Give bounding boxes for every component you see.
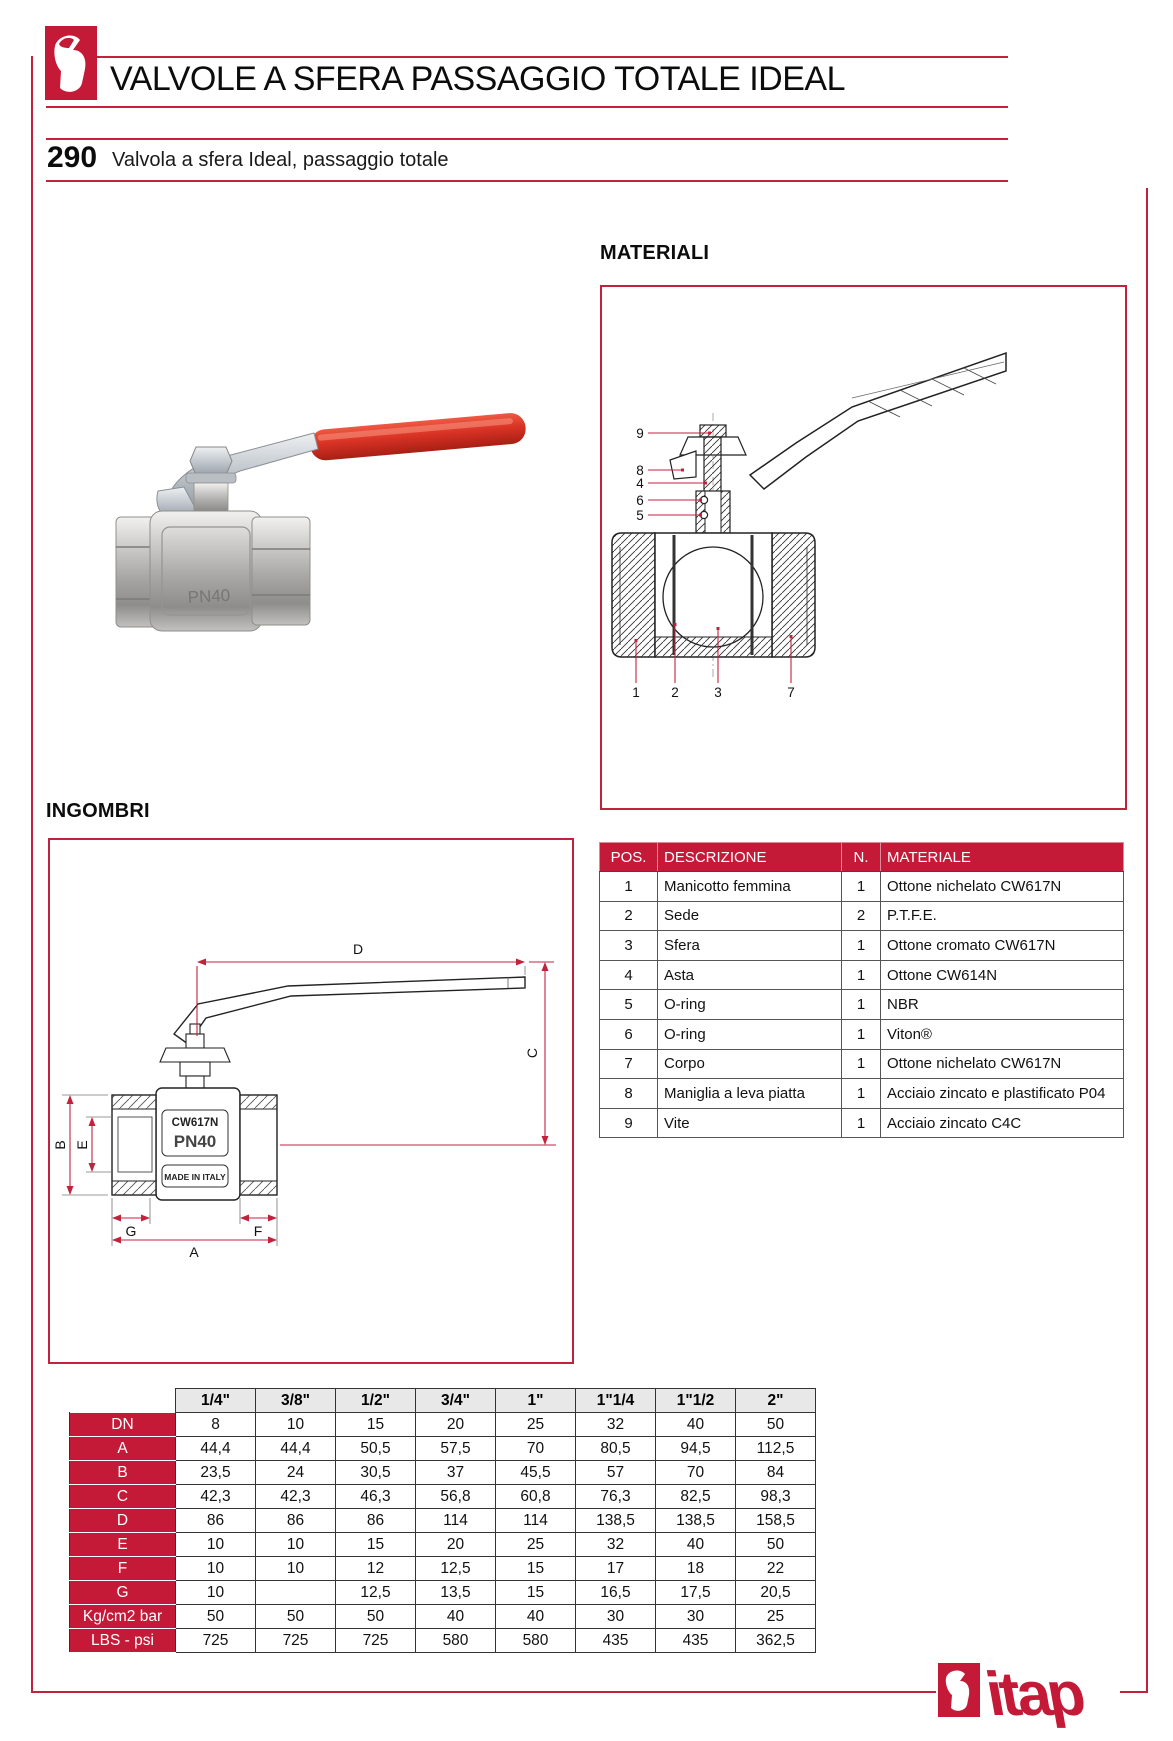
callout-2: 2 [671,685,679,700]
product-subtitle: Valvola a sfera Ideal, passaggio totale [112,149,449,171]
left-frame-line [31,56,33,1693]
materials-cell: 1 [842,872,881,902]
dimensions-cell: 10 [256,1413,336,1437]
dimensions-cell: 12 [336,1557,416,1581]
dimensions-cell: 10 [176,1581,256,1605]
dimensions-row [70,1581,816,1605]
dimensions-cell [256,1581,336,1605]
dimensions-size-header: 1"1/4 [576,1389,656,1413]
dimensions-cell: 56,8 [416,1485,496,1509]
materials-row [600,960,1124,990]
dimensions-cell: 725 [336,1629,416,1653]
dimensions-cell: 50 [256,1605,336,1629]
dimensions-size-header: 1" [496,1389,576,1413]
materials-cell: 3 [600,931,658,961]
dimensions-cell: 82,5 [656,1485,736,1509]
dimensions-cell: 70 [656,1461,736,1485]
dimensions-row [70,1557,816,1581]
dimensions-row-label: D [70,1509,176,1533]
dimensions-cell: 725 [176,1629,256,1653]
dimensions-cell: 725 [256,1629,336,1653]
materials-row [600,990,1124,1020]
materials-cell: Ottone CW614N [881,960,1124,990]
dimensions-cell: 138,5 [576,1509,656,1533]
materials-cell: O-ring [658,990,842,1020]
dimensions-cell: 362,5 [736,1629,816,1653]
materials-cell: Acciaio zincato e plastificato P04 [881,1079,1124,1109]
dim-label-e: E [74,1140,90,1150]
dimensions-cell: 40 [416,1605,496,1629]
dimensions-cell: 20,5 [736,1581,816,1605]
materials-header-row [600,843,1124,872]
brand-logo-icon [45,26,97,100]
dimensions-cell: 84 [736,1461,816,1485]
dimensions-cell: 86 [176,1509,256,1533]
header-rule-under-title [46,106,1008,108]
dimensions-cell: 580 [496,1629,576,1653]
dimensions-size-header: 1/2" [336,1389,416,1413]
materials-row [600,1108,1124,1138]
dimensions-row-label: G [70,1581,176,1605]
ingombri-heading: INGOMBRI [46,800,150,822]
materials-row [600,1019,1124,1049]
dimensions-cell: 435 [656,1629,736,1653]
materials-cell: Ottone nichelato CW617N [881,1049,1124,1079]
dimensions-row-label: B [70,1461,176,1485]
dimensions-cell: 25 [736,1605,816,1629]
materiali-heading: MATERIALI [600,242,710,264]
dimensions-cell: 50,5 [336,1437,416,1461]
dimensions-cell: 138,5 [656,1509,736,1533]
dimensions-cell: 10 [256,1557,336,1581]
dimensions-cell: 42,3 [176,1485,256,1509]
dimensions-cell: 57,5 [416,1437,496,1461]
materials-cell: 8 [600,1079,658,1109]
dim-label-f: F [253,1223,263,1239]
dimensions-cell: 86 [336,1509,416,1533]
dimensions-size-header: 1"1/2 [656,1389,736,1413]
dimensions-cell: 10 [176,1533,256,1557]
body-marking-pn40: PN40 [173,1132,217,1151]
dimensions-cell: 98,3 [736,1485,816,1509]
materials-cell: 1 [842,1049,881,1079]
materials-cell: Maniglia a leva piatta [658,1079,842,1109]
callout-4: 4 [636,476,644,491]
materials-cell: 6 [600,1019,658,1049]
dimensions-cell: 8 [176,1413,256,1437]
dimensions-row-label: Kg/cm2 bar [70,1605,176,1629]
dimensions-cell: 32 [576,1413,656,1437]
dimensions-cell: 15 [336,1413,416,1437]
dimensions-cell: 17,5 [656,1581,736,1605]
callout-6: 6 [636,493,644,508]
dimensions-cell: 50 [736,1533,816,1557]
materials-cell: O-ring [658,1019,842,1049]
dimensions-cell: 60,8 [496,1485,576,1509]
materials-cell: 5 [600,990,658,1020]
dimensions-cell: 30,5 [336,1461,416,1485]
dimensions-cell: 10 [256,1533,336,1557]
dimensions-cell: 20 [416,1533,496,1557]
dimensions-cell: 76,3 [576,1485,656,1509]
dimensions-size-header: 1/4" [176,1389,256,1413]
materials-cell: 7 [600,1049,658,1079]
dimensions-cell: 57 [576,1461,656,1485]
footer-brand-wordmark: itap [980,1659,1088,1729]
dimensions-row-label: A [70,1437,176,1461]
dimensions-cell: 40 [496,1605,576,1629]
dim-label-d: D [352,941,364,957]
dimensions-cell: 114 [416,1509,496,1533]
dimensions-cell: 435 [576,1629,656,1653]
dimensions-row [70,1605,816,1629]
dimensions-size-header: 3/4" [416,1389,496,1413]
dimensional-drawing [48,838,570,1360]
dimensions-row [70,1437,816,1461]
dimensions-cell: 94,5 [656,1437,736,1461]
dimensions-cell: 12,5 [336,1581,416,1605]
dimensions-cell: 17 [576,1557,656,1581]
materials-cell: 1 [842,931,881,961]
dimensions-row [70,1509,816,1533]
dimensions-cell: 25 [496,1413,576,1437]
materials-row [600,931,1124,961]
band-rule-top [46,138,1008,140]
dimensions-row [70,1485,816,1509]
callout-1: 1 [632,685,640,700]
materials-col-header: N. [842,843,881,872]
dimensions-cell: 112,5 [736,1437,816,1461]
materials-cell: 1 [600,872,658,902]
materials-cell: 1 [842,990,881,1020]
materials-table [599,842,1124,1138]
materials-cell: Ottone nichelato CW617N [881,872,1124,902]
dimensions-cell: 24 [256,1461,336,1485]
dimensions-cell: 114 [496,1509,576,1533]
materials-cell: Vite [658,1108,842,1138]
materials-cell: Sfera [658,931,842,961]
dimensions-row-label: C [70,1485,176,1509]
dimensions-cell: 37 [416,1461,496,1485]
dimensions-header-row [70,1389,816,1413]
dimensions-row [70,1533,816,1557]
dimensions-cell: 86 [256,1509,336,1533]
dimensions-cell: 50 [736,1413,816,1437]
page-title: VALVOLE A SFERA PASSAGGIO TOTALE IDEAL [110,60,845,98]
dimensions-row-label: DN [70,1413,176,1437]
dimensions-cell: 10 [176,1557,256,1581]
body-marking-cw617n: CW617N [171,1117,219,1129]
dimensions-row [70,1461,816,1485]
materials-cell: 1 [842,960,881,990]
dim-label-a: A [189,1244,199,1260]
dimensions-cell: 30 [576,1605,656,1629]
materials-cell: Corpo [658,1049,842,1079]
dimensions-cell: 50 [336,1605,416,1629]
dimensions-cell: 30 [656,1605,736,1629]
materials-cell: 1 [842,1019,881,1049]
callout-5: 5 [636,508,644,523]
dimensions-cell: 158,5 [736,1509,816,1533]
header-rule-top [96,56,1008,58]
materials-cell: 1 [842,1108,881,1138]
materials-cell: 2 [842,901,881,931]
materials-row [600,901,1124,931]
dimensions-row-label: E [70,1533,176,1557]
callout-8: 8 [636,463,644,478]
dimensions-cell: 42,3 [256,1485,336,1509]
dimensions-row-label: LBS - psi [70,1629,176,1653]
dimensions-cell: 15 [336,1533,416,1557]
dimensions-cell: 15 [496,1557,576,1581]
right-frame-line [1146,188,1148,1693]
materials-cell: 9 [600,1108,658,1138]
dimensions-row [70,1629,816,1653]
dimensions-cell: 44,4 [256,1437,336,1461]
materials-cell: Manicotto femmina [658,872,842,902]
dimensions-cell: 25 [496,1533,576,1557]
materials-col-header: MATERIALE [881,843,1124,872]
materials-row [600,872,1124,902]
body-marking-madeinitaly: MADE IN ITALY [164,1172,226,1182]
dimensions-cell: 46,3 [336,1485,416,1509]
band-rule-bottom [46,180,1008,182]
dimensions-cell: 45,5 [496,1461,576,1485]
dimensions-cell: 40 [656,1413,736,1437]
dimensions-cell: 80,5 [576,1437,656,1461]
materials-cell: NBR [881,990,1124,1020]
dimensions-cell: 13,5 [416,1581,496,1605]
materials-cell: 1 [842,1079,881,1109]
dimensions-row [70,1413,816,1437]
dimensions-cell: 70 [496,1437,576,1461]
dimensions-cell: 15 [496,1581,576,1605]
materials-cell: Acciaio zincato C4C [881,1108,1124,1138]
dimensions-size-header: 2" [736,1389,816,1413]
dimensions-cell: 23,5 [176,1461,256,1485]
callout-9: 9 [636,426,644,441]
dimensions-cell: 20 [416,1413,496,1437]
footer-brand-logo [920,1645,1155,1735]
callout-7: 7 [787,685,795,700]
materials-cell: 4 [600,960,658,990]
dim-label-b: B [52,1140,68,1150]
dimensions-cell: 44,4 [176,1437,256,1461]
materials-cell: Viton® [881,1019,1124,1049]
materials-cell: 2 [600,901,658,931]
materials-row [600,1079,1124,1109]
dimensions-row-label: F [70,1557,176,1581]
dimensions-cell: 40 [656,1533,736,1557]
materials-cell: Sede [658,901,842,931]
dimensions-cell: 22 [736,1557,816,1581]
dimensions-cell: 18 [656,1557,736,1581]
dimensions-cell: 12,5 [416,1557,496,1581]
dimensions-size-header: 3/8" [256,1389,336,1413]
product-code: 290 [47,141,98,174]
dimensions-corner-cell [70,1389,176,1413]
callout-3: 3 [714,685,722,700]
materials-cell: P.T.F.E. [881,901,1124,931]
dimensions-cell: 16,5 [576,1581,656,1605]
materials-cell: Asta [658,960,842,990]
dim-label-g: G [125,1223,137,1239]
dimensions-cell: 32 [576,1533,656,1557]
valve-cross-section-drawing [600,285,1123,806]
bottom-frame-line-left [31,1691,936,1693]
materials-row [600,1049,1124,1079]
materials-cell: Ottone cromato CW617N [881,931,1124,961]
photo-stamp: PN40 [187,585,231,607]
dimensions-cell: 580 [416,1629,496,1653]
dimensions-cell: 50 [176,1605,256,1629]
dimensions-table [69,1388,816,1653]
product-photo [100,405,530,650]
dim-label-c: C [524,1047,540,1059]
materials-col-header: POS. [600,843,658,872]
materials-col-header: DESCRIZIONE [658,843,842,872]
